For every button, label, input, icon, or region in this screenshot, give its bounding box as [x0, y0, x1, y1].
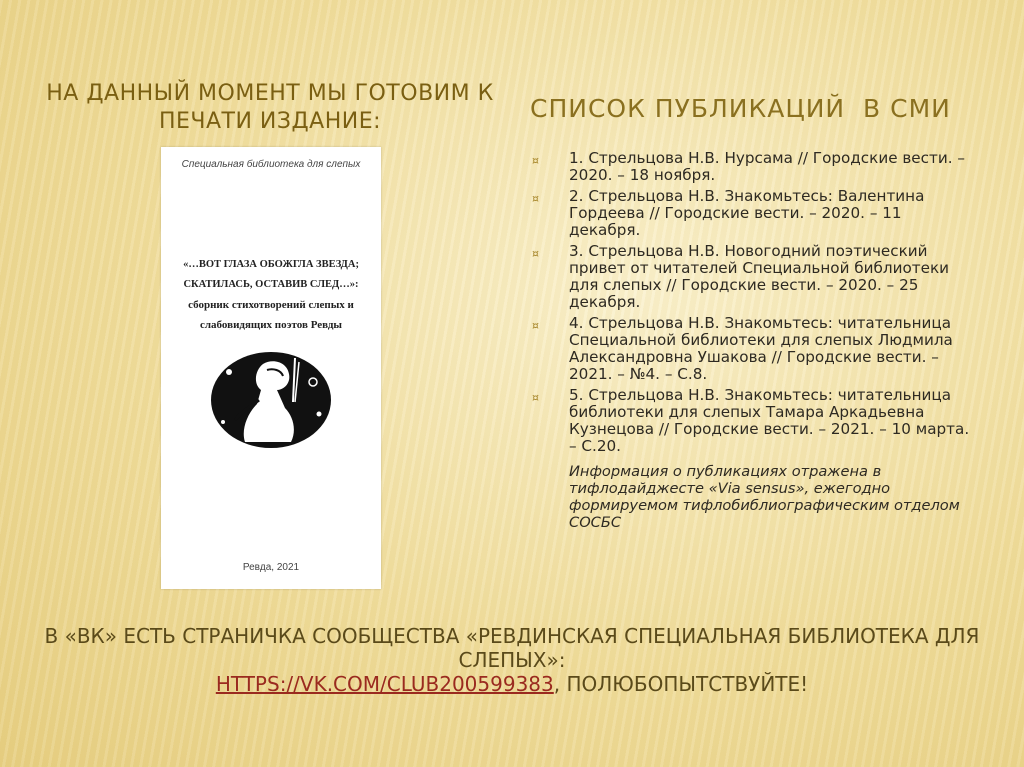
- list-item: [532, 387, 972, 455]
- cover-subtitle: сборник стихотворений слепых и слабовидящих поэтов Ревды: [188, 299, 354, 331]
- bullet-icon: ¤: [532, 247, 539, 260]
- bullet-icon: ¤: [532, 154, 539, 167]
- book-cover-image: [161, 147, 381, 589]
- cover-illustration-icon: [201, 342, 341, 452]
- list-item: [532, 150, 972, 184]
- cover-org-text: Специальная библиотека для слепых: [181, 159, 361, 170]
- publication-text: 2. Стрельцова Н.В. Знакомьтесь: Валентина Гордеева // Городские вести. – 2020. – 11 декабря.: [569, 187, 925, 239]
- publication-text: 3. Стрельцова Н.В. Новогодний поэтический привет от читателей Специальной библиотеки для слепых // Городские вести. – 2020. – 25 декабря.: [569, 242, 949, 311]
- publication-text: 4. Стрельцова Н.В. Знакомьтесь: читательница Специальной библиотеки для слепых Людмила Александровна Ушакова // Городские вести. – 2021. – №4. – С.8.: [569, 314, 953, 383]
- list-item: [532, 315, 972, 383]
- community-footer: [20, 624, 1004, 696]
- publication-note: [532, 463, 972, 531]
- community-suffix: , ПОЛЮБОПЫТСТВУЙТЕ!: [553, 672, 809, 696]
- list-item: [532, 188, 972, 239]
- bullet-icon: ¤: [532, 319, 539, 332]
- publication-text: 1. Стрельцова Н.В. Нурсама // Городские вести. – 2020. – 18 ноября.: [569, 149, 965, 184]
- publication-list: [532, 150, 972, 535]
- left-heading: НА ДАННЫЙ МОМЕНТ МЫ ГОТОВИМ К ПЕЧАТИ ИЗДАНИЕ:: [46, 81, 494, 134]
- cover-footer: Ревда, 2021: [242, 562, 300, 573]
- community-link[interactable]: HTTPS://VK.COM/CLUB200599383: [215, 672, 554, 696]
- community-text: В «ВК» ЕСТЬ СТРАНИЧКА СООБЩЕСТВА «РЕВДИНСКАЯ СПЕЦИАЛЬНАЯ БИБЛИОТЕКА ДЛЯ СЛЕПЫХ»:: [44, 624, 980, 672]
- publications-heading: СПИСОК ПУБЛИКАЦИЙ В СМИ: [530, 94, 951, 123]
- publication-text: 5. Стрельцова Н.В. Знакомьтесь: читательница библиотеки для слепых Тамара Аркадьевна Кузнецова // Городские вести. – 2021. – 10 марта. – С.20.: [569, 386, 970, 455]
- list-item: [532, 243, 972, 311]
- note-text: Информация о публикациях отражена в тифлодайджесте «Via sensus», ежегодно формируемом тифлобиблиографическим отделом СОСБС: [569, 463, 960, 531]
- bullet-icon: ¤: [532, 391, 539, 404]
- cover-title: «…ВОТ ГЛАЗА ОБОЖГЛА ЗВЕЗДА; СКАТИЛАСЬ, ОСТАВИВ СЛЕД…»:: [183, 259, 359, 290]
- bullet-icon: ¤: [532, 192, 539, 205]
